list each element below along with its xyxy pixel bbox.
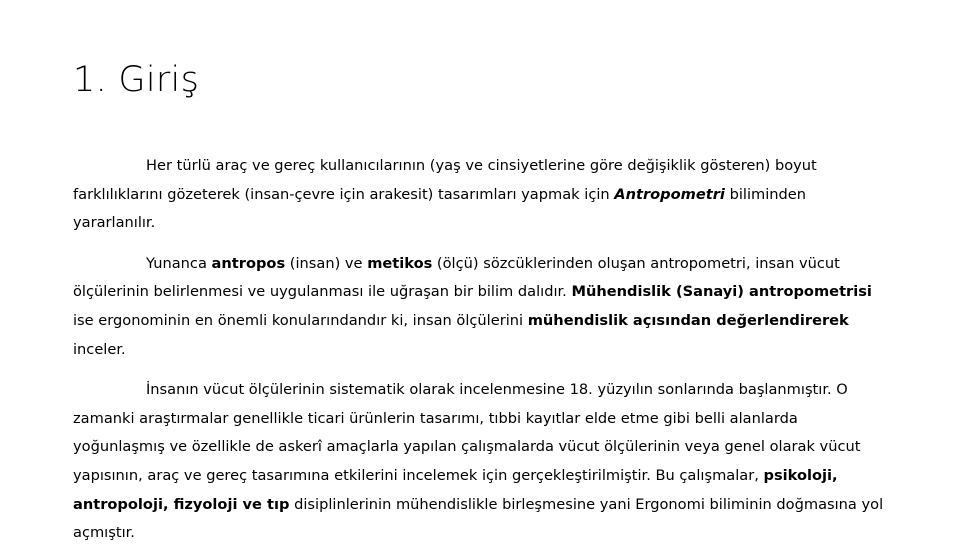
text-run: disiplinlerinin mühendislikle birleşmesine yani Ergonomi biliminin doğmasına yol açmıştır. [73, 495, 884, 542]
paragraph-antropometri-intro [73, 152, 891, 238]
text-run: inceler. [73, 340, 126, 358]
slide-title: 1. Giriş [73, 60, 200, 100]
text-run-bold: metikos [367, 254, 433, 272]
text-run-bold: antropos [211, 254, 286, 272]
text-run: ise ergonominin en önemli konularındandır ki, insan ölçülerini [73, 311, 528, 329]
text-run-bold: psikoloji, antropoloji, fizyoloji ve tıp [73, 466, 838, 513]
text-run: İnsanın vücut ölçülerinin sistematik olarak incelenmesine 18. yüzyılın sonlarında başlanmıştır. O zamanki araştırmalar genellikle ticari ürünlerin tasarımı, tıbbi kayıtlar elde etme gibi belli alanlarda yoğunlaşmış ve özellikle de askerî amaçlarla yapılan çalışmalarda vücut ölçülerinin veya genel olarak vücut yapısının, araç ve gereç tasarımına etkilerini incelemek için gerçekleştirilmiştir. Bu çalışmalar, [73, 381, 861, 484]
text-run-bold: mühendislik açısından değerlendirerek [527, 311, 849, 329]
text-run-emphasis: Antropometri [614, 185, 725, 203]
text-run: (insan) ve [285, 254, 368, 272]
slide-body [73, 152, 891, 548]
paragraph-history [73, 376, 891, 548]
text-run-bold: Mühendislik (Sanayi) antropometrisi [571, 283, 872, 301]
text-run: biliminden yararlanılır. [73, 185, 807, 232]
paragraph-etymology [73, 250, 891, 364]
text-run: (ölçü) sözcüklerinden oluşan antropometri, insan vücut ölçülerinin belirlenmesi ve uygulanması ile uğraşan bir bilim dalıdır. [73, 254, 840, 301]
text-run: Her türlü araç ve gereç kullanıcılarının (yaş ve cinsiyetlerine göre değişiklik gösteren) boyut farklılıklarını gözeterek (insan-çevre için arakesit) tasarımları yapmak için [73, 157, 817, 203]
text-run: Yunanca [146, 254, 212, 272]
